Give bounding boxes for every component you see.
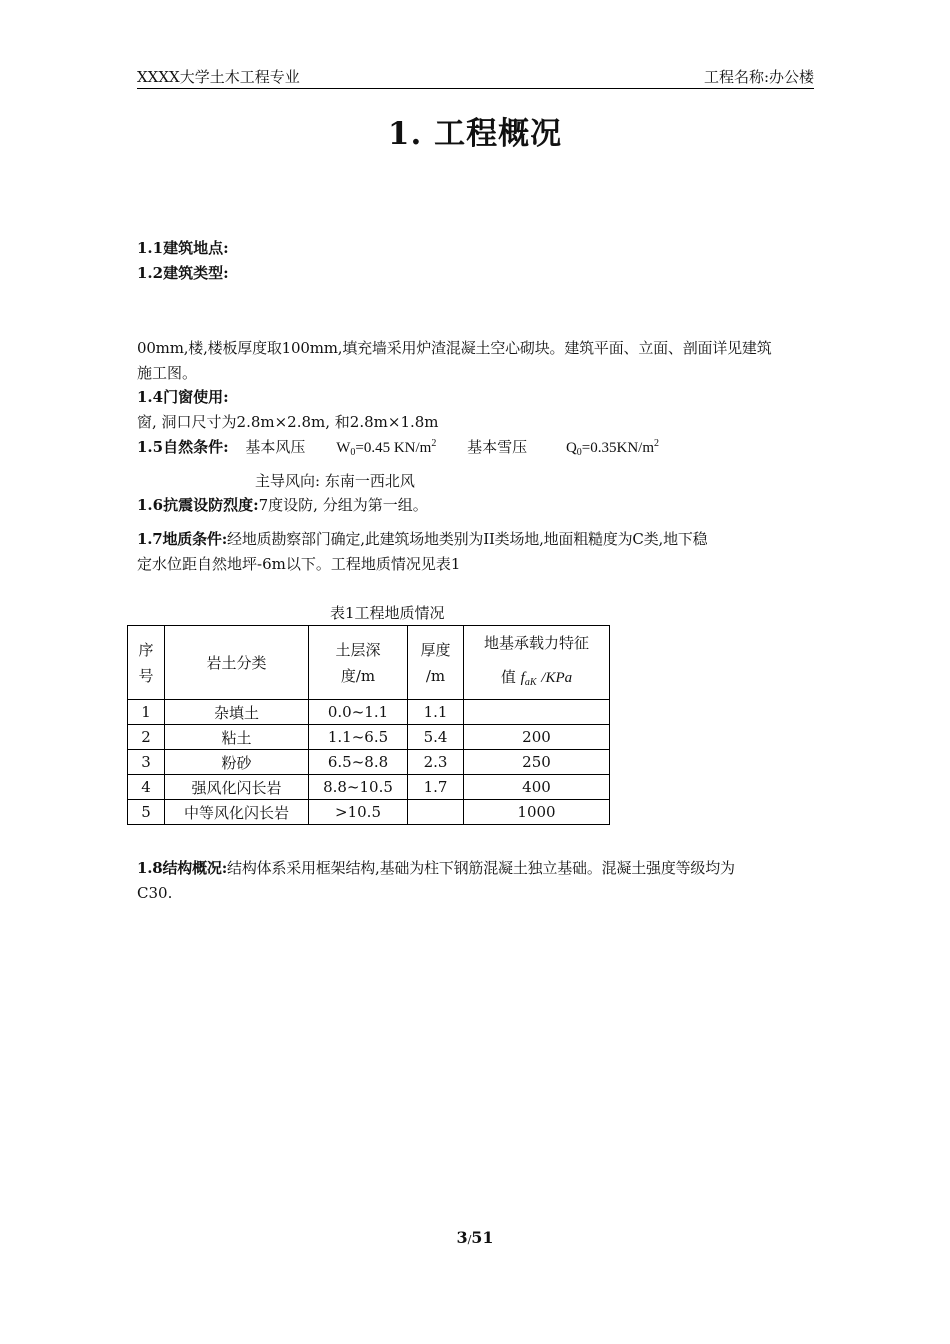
cell-thickness: 1.1 — [408, 700, 464, 725]
section-1-3-line-2: 施工图。 — [137, 364, 198, 382]
header-right: 工程名称:办公楼 — [703, 68, 814, 86]
wind-pressure-label: 基本风压 — [245, 438, 306, 456]
cell-thickness: 1.7 — [408, 775, 464, 800]
cell-type: 中等风化闪长岩 — [165, 800, 309, 825]
cell-no: 2 — [128, 725, 165, 750]
geology-table — [127, 625, 610, 825]
cell-bearing: 400 — [464, 775, 610, 800]
section-1-5-label: 1.5自然条件: — [137, 438, 229, 456]
cell-no: 1 — [128, 700, 165, 725]
cell-no: 5 — [128, 800, 165, 825]
section-1-8-text-2: C30. — [137, 884, 173, 902]
cell-type: 粉砂 — [165, 750, 309, 775]
table-header-row — [128, 626, 610, 700]
header-thickness: 厚度 /m — [408, 626, 464, 700]
cell-no: 4 — [128, 775, 165, 800]
cell-thickness: 5.4 — [408, 725, 464, 750]
table-row — [128, 800, 610, 825]
cell-depth: 8.8~10.5 — [309, 775, 408, 800]
table-caption: 表1工程地质情况 — [330, 604, 445, 622]
section-1-5-row — [137, 436, 659, 458]
section-1-6-label: 1.6抗震设防烈度: — [137, 496, 259, 514]
section-1-7-row — [137, 528, 707, 549]
cell-no: 3 — [128, 750, 165, 775]
page-title: 1. 工程概况 — [387, 116, 563, 152]
table-row — [128, 725, 610, 750]
header-rule — [137, 88, 814, 89]
snow-pressure-value: $Q_0=0.35KN/m^2$ — [565, 438, 659, 458]
section-1-8-label: 1.8结构概况: — [137, 859, 228, 877]
header-no: 序 号 — [128, 626, 165, 700]
cell-type: 强风化闪长岩 — [165, 775, 309, 800]
cell-thickness — [408, 800, 464, 825]
table-row — [128, 775, 610, 800]
header-depth: 土层深 度/m — [309, 626, 408, 700]
cell-type: 杂填土 — [165, 700, 309, 725]
cell-bearing: 200 — [464, 725, 610, 750]
section-1-4-text: 窗, 洞口尺寸为2.8m×2.8m, 和2.8m×1.8m — [137, 413, 439, 431]
wind-pressure-value: $W_0=0.45$ $KN/m^2$ — [336, 438, 437, 458]
cell-bearing — [464, 700, 610, 725]
section-1-1-label: 1.1建筑地点: — [137, 239, 229, 257]
cell-depth: 0.0~1.1 — [309, 700, 408, 725]
table-row — [128, 700, 610, 725]
table-row — [128, 750, 610, 775]
section-1-8-row — [137, 857, 735, 878]
cell-depth: 1.1~6.5 — [309, 725, 408, 750]
snow-pressure-label: 基本雪压 — [467, 438, 528, 456]
page-number: 3/51 — [456, 1228, 494, 1247]
cell-bearing: 250 — [464, 750, 610, 775]
cell-thickness: 2.3 — [408, 750, 464, 775]
section-1-2-label: 1.2建筑类型: — [137, 264, 229, 282]
section-1-8-text-1: 结构体系采用框架结构,基础为柱下钢筋混凝土独立基础。混凝土强度等级均为 — [227, 859, 735, 877]
section-1-4-label: 1.4门窗使用: — [137, 388, 229, 406]
section-1-6-text: 7度设防, 分组为第一组。 — [258, 496, 428, 514]
cell-bearing: 1000 — [464, 800, 610, 825]
section-1-7-label: 1.7地质条件: — [137, 530, 228, 548]
section-1-6-row — [137, 494, 428, 515]
cell-type: 粘土 — [165, 725, 309, 750]
header-left: XXXX大学土木工程专业 — [137, 68, 300, 86]
cell-depth: 6.5~8.8 — [309, 750, 408, 775]
header-type: 岩土分类 — [165, 626, 309, 700]
section-1-3-line-1: 00mm,楼,楼板厚度取100mm,填充墙采用炉渣混凝土空心砌块。建筑平面、立面、剖面详见建筑 — [137, 339, 772, 357]
cell-depth: >10.5 — [309, 800, 408, 825]
header-bearing: 地基承载力特征 值 $f_{aK}$ /KPa — [464, 626, 610, 700]
section-1-7-text-2: 定水位距自然地坪-6m以下。工程地质情况见表1 — [137, 555, 461, 573]
wind-direction: 主导风向: 东南一西北风 — [255, 472, 415, 490]
section-1-7-text-1: 经地质勘察部门确定,此建筑场地类别为II类场地,地面粗糙度为C类,地下稳 — [227, 530, 708, 548]
